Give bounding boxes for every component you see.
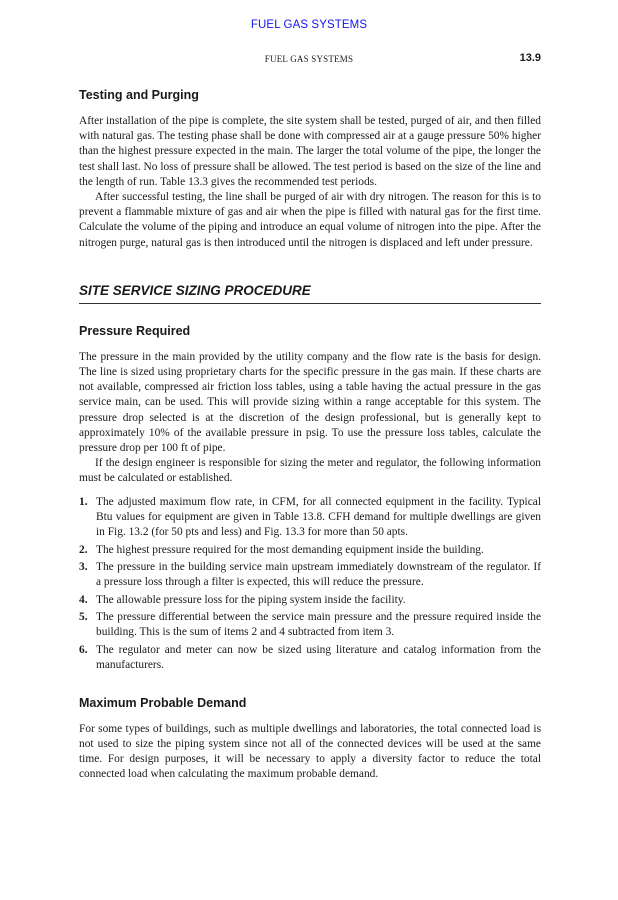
page-banner: FUEL GAS SYSTEMS [250, 19, 368, 31]
list-item [79, 543, 541, 558]
pressure-paragraph-1: The pressure in the main provided by the utility company and the flow rate is the basis for design. The line is sized using proprietary charts for the specific pressure in the gas main. If these charts are not available, compressed air friction loss tables, using a table having the actual pressure in the gas service main, can be used. This will provide sizing within a range acceptable for this system. The pressure drop selected is at the discretion of the design professional, but is generally kept to approximately 10% of the available pressure in psig. To use the pressure loss tables, calculate the pressure drop per 100 ft of pipe. [79, 350, 541, 455]
list-item-text: The regulator and meter can now be sized using literature and catalog information from the manufacturers. [96, 643, 541, 672]
section-title: SITE SERVICE SIZING PROCEDURE [79, 282, 541, 304]
list-item-text: The pressure differential between the service main pressure and the pressure required inside the building. This is the sum of items 2 and 4 subtracted from item 3. [96, 611, 541, 639]
list-item-number: 1. [79, 495, 88, 508]
list-item-number: 2. [79, 543, 88, 556]
list-item-text: The adjusted maximum flow rate, in CFM, for all connected equipment in the facility. Typical Btu values for equipment are given in Table 13.8. CFH demand for multiple dwellings are given in Fig. 13.2 (for 50 pts and less) and Fig. 13.3 for more than 50 apts. [96, 495, 541, 539]
pressure-paragraph-2: If the design engineer is responsible for sizing the meter and regulator, the following information must be calculated or established. [79, 457, 541, 485]
page-number: 13.9 [519, 52, 541, 64]
demand-heading: Maximum Probable Demand [79, 695, 247, 710]
list-item [79, 560, 541, 590]
list-item [79, 643, 541, 673]
demand-paragraph-1: For some types of buildings, such as multiple dwellings and laboratories, the total connected load is not used to size the piping system since not all of the connected devices will be used at the same time. For design purposes, it will be necessary to apply a diversity factor to reduce the total connected load when calculating the maximum probable demand. [79, 722, 541, 781]
list-item-text: The pressure in the building service main upstream immediately downstream of the regulator. If a pressure loss through a filter is expected, this will reduce the pressure. [96, 561, 541, 589]
list-item [79, 593, 541, 608]
testing-heading: Testing and Purging [79, 88, 199, 102]
list-item [79, 495, 541, 541]
list-item-text: The highest pressure required for the most demanding equipment inside the building. [96, 543, 484, 556]
requirements-list [79, 495, 541, 674]
running-head: FUEL GAS SYSTEMS [264, 54, 354, 64]
list-item-number: 5. [79, 611, 88, 624]
pressure-heading: Pressure Required [79, 323, 191, 338]
list-item [79, 610, 541, 640]
list-item-text: The allowable pressure loss for the piping system inside the facility. [96, 593, 406, 606]
list-item-number: 6. [79, 643, 88, 656]
testing-paragraph-1: After installation of the pipe is complete, the site system shall be tested, purged of air, and then filled with natural gas. The testing phase shall be done with compressed air at a gauge pressure 50% higher than the highest pressure expected in the main. The larger the total volume of the pipe, the longer the test shall last. No loss of pressure shall be allowed. The test period is based on the size of the line and the length of run. Table 13.3 gives the recommended test periods. [79, 115, 541, 188]
list-item-number: 3. [79, 561, 88, 574]
testing-paragraph-2: After successful testing, the line shall be purged of air with dry nitrogen. The reason for this is to prevent a flammable mixture of gas and air when the pipe is filled with natural gas for the first time. Calculate the volume of the piping and introduce an equal volume of nitrogen into the pipe. After the nitrogen purge, natural gas is then introduced until the nitrogen is displaced and left under pressure. [79, 191, 541, 249]
list-item-number: 4. [79, 593, 88, 606]
page-content [79, 86, 541, 782]
